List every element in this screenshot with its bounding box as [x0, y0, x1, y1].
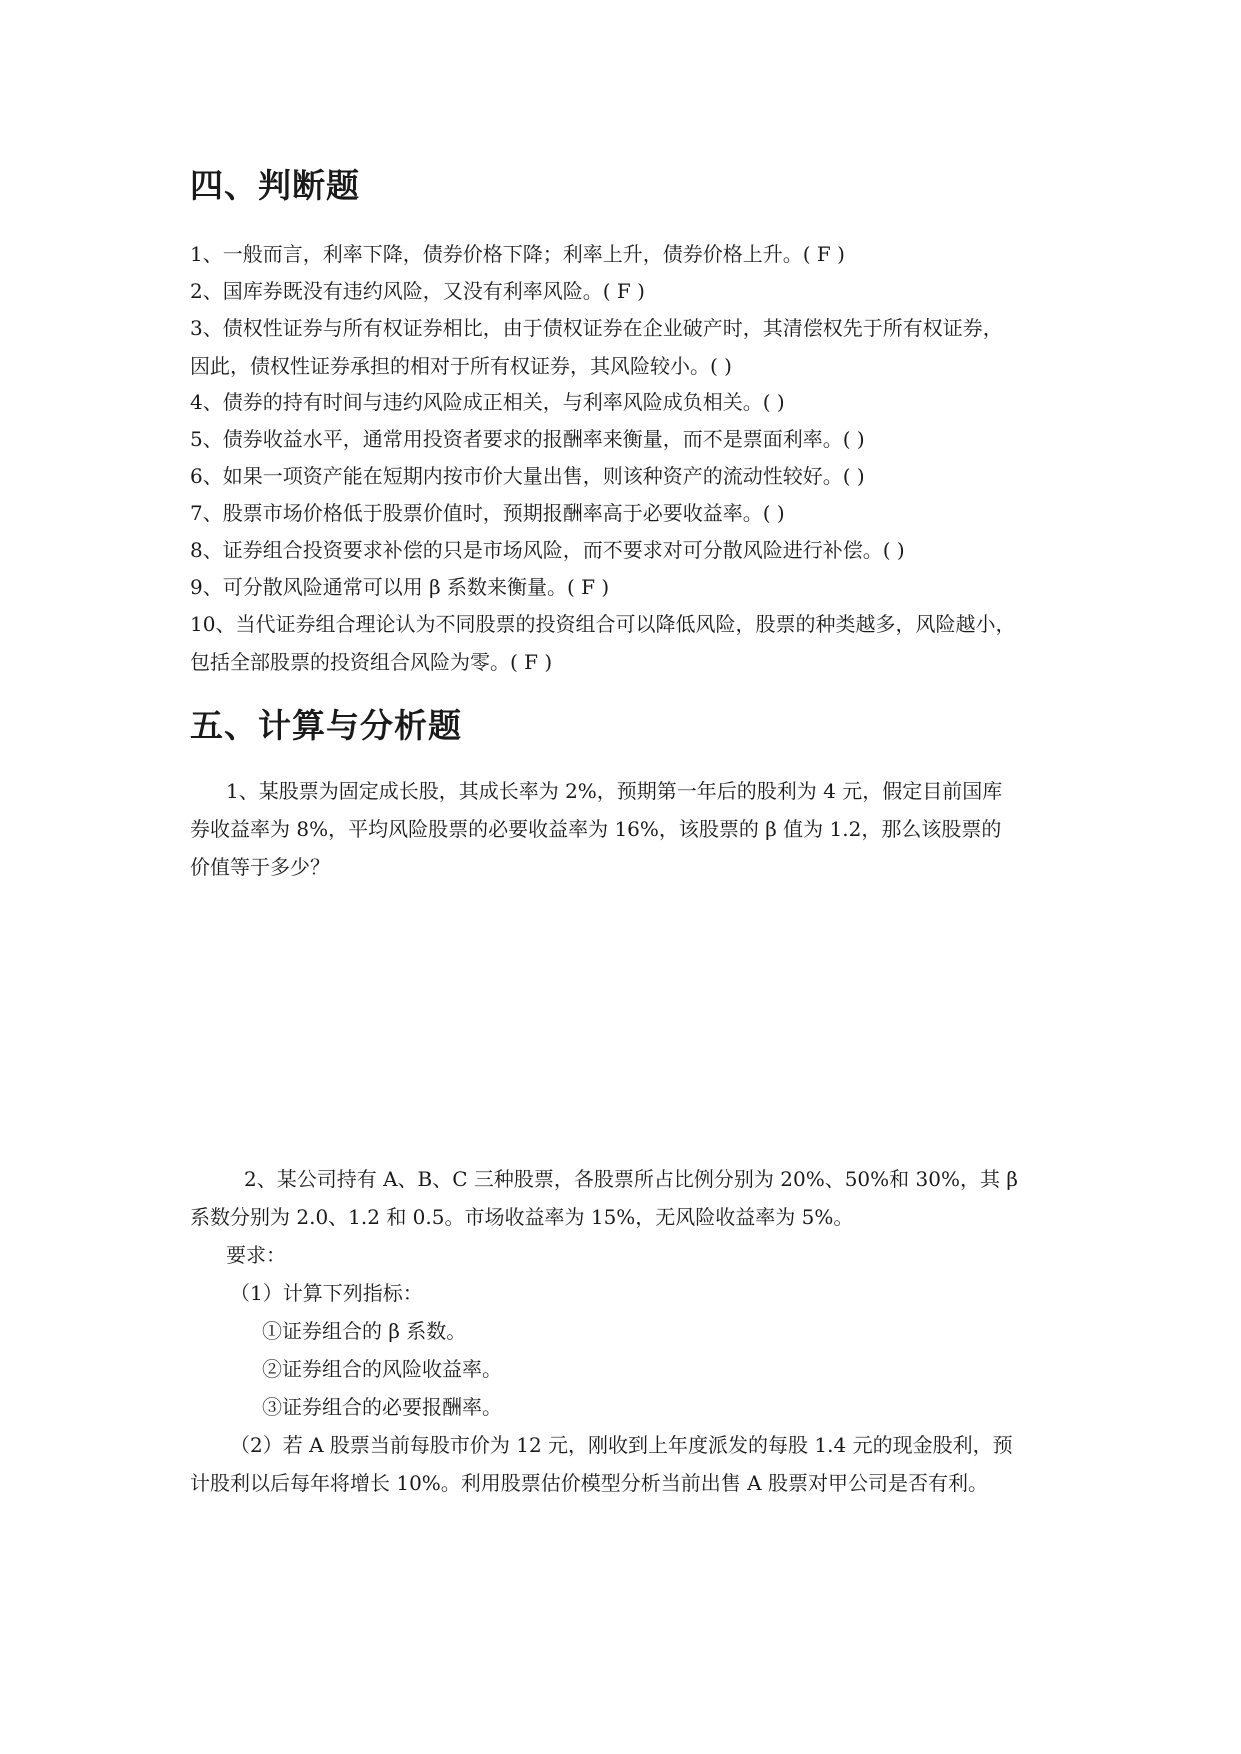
question-1	[190, 235, 1060, 273]
question-10	[190, 605, 1060, 681]
question-7-line-1: 7、股票市场价格低于股票价值时，预期报酬率高于必要收益率。( )	[190, 501, 785, 525]
question-6	[190, 457, 1060, 495]
problem-1-line-2: 券收益率为 8%，平均风险股票的必要收益率为 16%，该股票的 β 值为 1.2，那么该股票的	[190, 817, 1002, 841]
question-9-line-1: 9、可分散风险通常可以用 β 系数来衡量。( F )	[190, 575, 610, 599]
problem-2-part-2-line-2: 计股利以后每年将增长 10%。利用股票估价模型分析当前出售 A 股票对甲公司是否有利。	[190, 1471, 988, 1495]
question-7	[190, 494, 1060, 532]
question-5-line-1: 5、债券收益水平，通常用投资者要求的报酬率来衡量，而不是票面利率。( )	[190, 427, 865, 451]
question-3	[190, 309, 1060, 385]
question-2-line-1: 2、国库券既没有违约风险，又没有利率风险。( F )	[190, 279, 645, 303]
question-4	[190, 383, 1060, 421]
problem-2-part-1-item-2: ②证券组合的风险收益率。	[262, 1357, 502, 1381]
question-4-line-1: 4、债券的持有时间与违约风险成正相关，与利率风险成负相关。( )	[190, 390, 785, 414]
question-1-line-1: 1、一般而言，利率下降，债券价格下降；利率上升，债券价格上升。( F )	[190, 242, 845, 266]
problem-2-part-1-label: （1）计算下列指标：	[230, 1281, 423, 1305]
problem-1	[190, 772, 1060, 886]
question-10-line-1: 10、当代证券组合理论认为不同股票的投资组合可以降低风险，股票的种类越多，风险越小，	[190, 612, 1016, 636]
problem-1-line-1: 1、某股票为固定成长股，其成长率为 2%，预期第一年后的股利为 4 元，假定目前国库	[226, 779, 1003, 803]
document-page	[190, 0, 1060, 1754]
section-4-heading: 四、判断题	[190, 166, 360, 205]
problem-2-part-1-item-3: ③证券组合的必要报酬率。	[262, 1395, 502, 1419]
question-5	[190, 420, 1060, 458]
section-5-heading: 五、计算与分析题	[190, 706, 462, 745]
question-8-line-1: 8、证券组合投资要求补偿的只是市场风险，而不要求对可分散风险进行补偿。( )	[190, 538, 905, 562]
problem-2-intro-line-1: 2、某公司持有 A、B、C 三种股票，各股票所占比例分别为 20%、50%和 30%，其 β	[244, 1167, 1018, 1191]
question-3-line-1: 3、债权性证券与所有权证券相比，由于债权证券在企业破产时，其清偿权先于所有权证券，	[190, 316, 1003, 340]
problem-2-part-1-item-1: ①证券组合的 β 系数。	[262, 1319, 467, 1343]
problem-2-part-2-line-1: （2）若 A 股票当前每股市价为 12 元，刚收到上年度派发的每股 1.4 元的现金股利，预	[230, 1433, 1013, 1457]
problem-2	[190, 1160, 1060, 1502]
question-8	[190, 531, 1060, 569]
problem-1-line-3: 价值等于多少？	[190, 855, 330, 879]
question-6-line-1: 6、如果一项资产能在短期内按市价大量出售，则该种资产的流动性较好。( )	[190, 464, 865, 488]
problem-2-requirement-label: 要求：	[226, 1243, 286, 1267]
question-9	[190, 568, 1060, 606]
question-3-line-2: 因此，债权性证券承担的相对于所有权证券，其风险较小。( )	[190, 354, 732, 378]
problem-2-intro-line-2: 系数分别为 2.0、1.2 和 0.5。市场收益率为 15%，无风险收益率为 5%。	[190, 1205, 854, 1229]
question-2	[190, 272, 1060, 310]
question-10-line-2: 包括全部股票的投资组合风险为零。( F )	[190, 650, 553, 674]
